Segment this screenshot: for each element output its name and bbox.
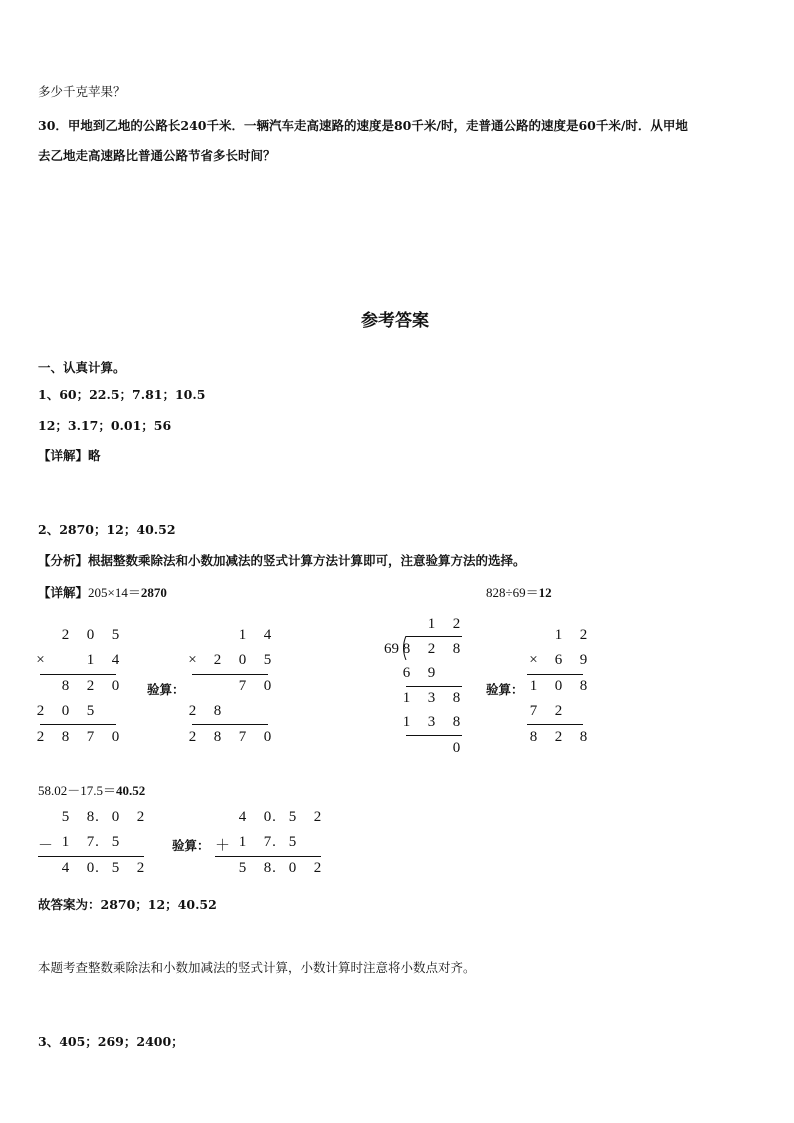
digit: 0	[263, 678, 272, 694]
digit: 4	[263, 627, 272, 643]
rule-line	[406, 735, 462, 736]
decimal-point: .	[95, 809, 99, 825]
digit: 2	[136, 860, 145, 876]
digit: 8	[452, 690, 461, 706]
digit: 1	[86, 652, 95, 668]
decimal-point: .	[272, 809, 276, 825]
decimal-point: .	[95, 860, 99, 876]
rule-line	[192, 674, 268, 675]
rule-line	[527, 724, 583, 725]
rule-line	[406, 686, 462, 687]
digit: 8	[452, 641, 461, 657]
digit: 8	[213, 703, 222, 719]
digit: 8	[579, 678, 588, 694]
equation-2-line	[486, 582, 552, 601]
digit: 0	[86, 860, 95, 876]
digit: 4	[111, 652, 120, 668]
digit: 7	[86, 729, 95, 745]
digit: 6	[402, 665, 411, 681]
rule-line	[192, 724, 268, 725]
digit: 2	[313, 809, 322, 825]
digit: 8	[263, 860, 272, 876]
digit: 0	[86, 627, 95, 643]
digit: 5	[111, 860, 120, 876]
decimal-point: .	[272, 860, 276, 876]
digit: 1	[427, 616, 436, 632]
digit: 5	[288, 834, 297, 850]
equation-1: 205×14＝	[88, 585, 141, 600]
rule-line	[40, 674, 116, 675]
digit: 1	[402, 714, 411, 730]
digit: 2	[86, 678, 95, 694]
digit: 2	[36, 729, 45, 745]
digit: 8	[86, 809, 95, 825]
answer-2-header: 2、2870；12；40.52	[38, 522, 176, 537]
answer-3-header: 3、405；269；2400；	[38, 1034, 184, 1049]
digit: 1	[529, 678, 538, 694]
digit: 7	[238, 678, 247, 694]
answer-1-detail: 【详解】略	[38, 448, 101, 463]
digit: 4	[238, 809, 247, 825]
digit: 7	[263, 834, 272, 850]
digit: 5	[61, 809, 70, 825]
digit: 5	[288, 809, 297, 825]
digit: 1	[554, 627, 563, 643]
digit: 2	[213, 652, 222, 668]
digit: 0	[111, 678, 120, 694]
digit: 1	[238, 627, 247, 643]
digit: 4	[61, 860, 70, 876]
decimal-point: .	[272, 834, 276, 850]
equation-2-result: 12	[538, 585, 552, 600]
digit: 5	[238, 860, 247, 876]
digit: 2	[36, 703, 45, 719]
check-label: 验算：	[172, 838, 210, 853]
digit: 3	[427, 690, 436, 706]
rule-line	[38, 856, 144, 857]
answer-2-conclusion: 故答案为：2870；12；40.52	[38, 897, 217, 912]
digit: 8	[529, 729, 538, 745]
operator-sign: －	[37, 838, 53, 854]
check-label: 验算：	[486, 682, 524, 697]
digit: 5	[263, 652, 272, 668]
digit: 0	[554, 678, 563, 694]
equation-3: 58.02－17.5＝	[38, 783, 117, 798]
answer-2-analysis: 【分析】根据整数乘除法和小数加减法的竖式计算方法计算即可，注意验算方法的选择。	[38, 553, 526, 568]
operator-sign: ×	[529, 652, 538, 668]
digit: 9	[579, 652, 588, 668]
digit: 2	[188, 729, 197, 745]
digit: 0	[238, 652, 247, 668]
digit: 5	[111, 627, 120, 643]
digit: 2	[554, 703, 563, 719]
digit: 8	[402, 641, 411, 657]
digit: 7	[238, 729, 247, 745]
digit: 1	[402, 690, 411, 706]
equation-3-result: 40.52	[116, 783, 146, 798]
rule-line	[40, 724, 116, 725]
remainder: 0	[452, 740, 461, 756]
digit: 2	[579, 627, 588, 643]
digit: 5	[86, 703, 95, 719]
digit: 8	[579, 729, 588, 745]
equation-1-result: 2870	[140, 585, 167, 600]
decimal-point: .	[95, 834, 99, 850]
answer-1-line2: 12；3.17；0.01；56	[38, 418, 172, 433]
answers-title: 参考答案	[361, 311, 429, 331]
digit: 8	[61, 729, 70, 745]
question-30-line1: 30．甲地到乙地的公路长240千米．一辆汽车走高速路的速度是80千米/时，走普通公路的速度是60千米/时．从甲地	[38, 118, 688, 133]
digit: 2	[427, 641, 436, 657]
digit: 7	[86, 834, 95, 850]
digit: 6	[554, 652, 563, 668]
digit: 0	[111, 729, 120, 745]
digit: 9	[427, 665, 436, 681]
detail-label: 【详解】	[38, 585, 89, 600]
digit: 0	[111, 809, 120, 825]
digit: 7	[529, 703, 538, 719]
equation-2: 828÷69＝	[486, 585, 539, 600]
digit: 8	[61, 678, 70, 694]
digit: 1	[238, 834, 247, 850]
digit: 5	[111, 834, 120, 850]
digit: 2	[554, 729, 563, 745]
operator-sign: ×	[188, 652, 197, 668]
rule-line	[215, 856, 321, 857]
answer-2-detail-line	[38, 582, 167, 601]
digit: 1	[61, 834, 70, 850]
question-30-line2: 去乙地走高速路比普通公路节省多长时间？	[38, 148, 276, 163]
check-label: 验算：	[147, 682, 185, 697]
digit: 0	[61, 703, 70, 719]
divisor: 69	[384, 641, 399, 657]
answer-1-line1: 1、60；22.5；7.81；10.5	[38, 387, 206, 402]
division-bar	[406, 636, 462, 637]
digit: 2	[452, 616, 461, 632]
equation-3-line	[38, 780, 145, 799]
digit: 2	[188, 703, 197, 719]
question-29-tail: 多少千克苹果？	[38, 84, 126, 99]
digit: 0	[263, 809, 272, 825]
digit: 2	[136, 809, 145, 825]
operator-sign: ＋	[214, 838, 230, 854]
digit: 8	[213, 729, 222, 745]
section-heading: 一、认真计算。	[38, 360, 126, 375]
digit: 8	[452, 714, 461, 730]
digit: 2	[61, 627, 70, 643]
digit: 0	[263, 729, 272, 745]
operator-sign: ×	[36, 652, 45, 668]
answer-2-note: 本题考查整数乘除法和小数加减法的竖式计算，小数计算时注意将小数点对齐。	[38, 960, 476, 975]
digit: 3	[427, 714, 436, 730]
digit: 0	[288, 860, 297, 876]
rule-line	[527, 674, 583, 675]
digit: 2	[313, 860, 322, 876]
